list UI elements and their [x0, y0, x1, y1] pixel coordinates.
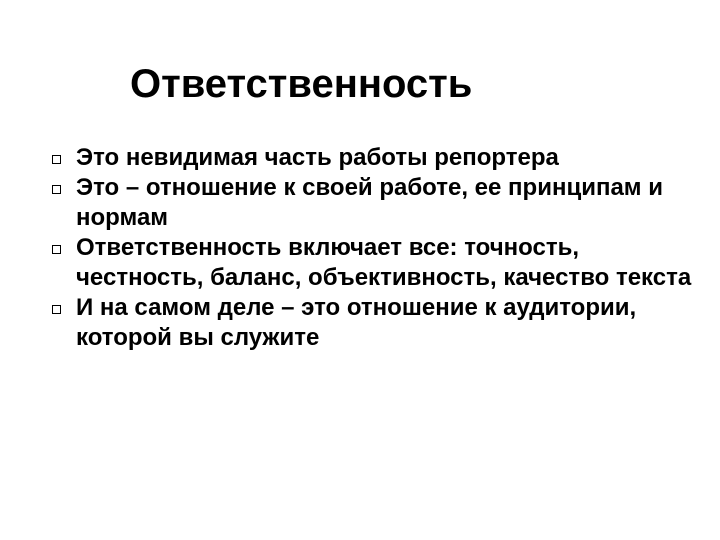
list-item [52, 173, 702, 233]
list-item [52, 233, 702, 293]
square-bullet-icon [52, 185, 61, 194]
list-item [52, 143, 702, 173]
bullet-text: И на самом деле – это отношение к аудитории, которой вы служите [76, 294, 637, 351]
bullet-text: Это невидимая часть работы репортера [76, 144, 559, 171]
slide-title: Ответственность [130, 62, 473, 106]
bullet-list [52, 143, 702, 353]
square-bullet-icon [52, 305, 61, 314]
list-item [52, 293, 702, 353]
bullet-text: Это – отношение к своей работе, ее принципам и нормам [76, 174, 663, 231]
bullet-text: Ответственность включает все: точность, честность, баланс, объективность, качество текста [76, 234, 692, 291]
square-bullet-icon [52, 155, 61, 164]
square-bullet-icon [52, 245, 61, 254]
